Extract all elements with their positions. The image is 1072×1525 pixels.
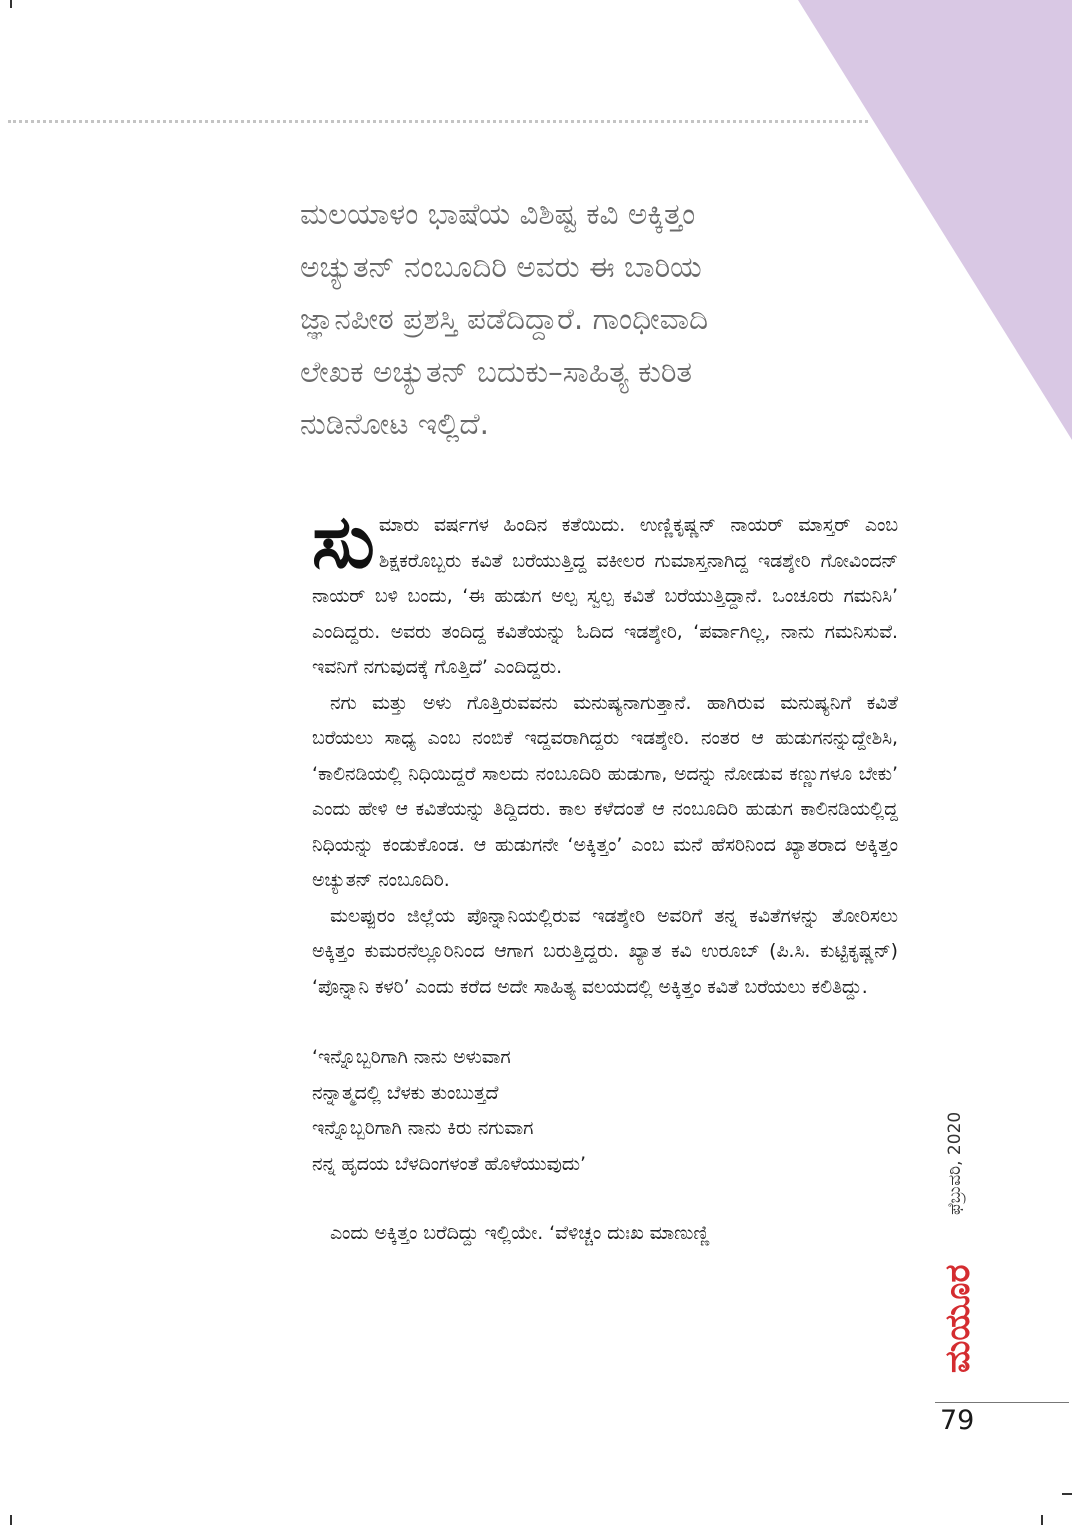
intro-line: ನುಡಿನೋಟ ಇಲ್ಲಿದೆ. (300, 407, 489, 441)
page-number: 79 (940, 1405, 975, 1436)
crop-mark-bottom-left (10, 1515, 12, 1525)
magazine-logo: ಮಯೂರ (938, 1264, 978, 1373)
intro-blurb (300, 188, 860, 451)
dotted-divider (8, 120, 868, 123)
paragraph-1-text: ಮಾರು ವರ್ಷಗಳ ಹಿಂದಿನ ಕತೆಯಿದು. ಉಣ್ಣಿಕೃಷ್ಣನ್ ನಾಯರ್ ಮಾಸ್ತರ್ ಎಂಬ ಶಿಕ್ಷಕರೊಬ್ಬರು ಕವಿತೆ ಬರೆಯುತ್ತಿದ್ದ ವಕೀಲರ ಗುಮಾಸ್ತನಾಗಿದ್ದ ಇಡಶ್ಶೇರಿ ಗೋವಿಂದನ್ ನಾಯರ್ ಬಳಿ ಬಂದು, ‘ಈ ಹುಡುಗ ಅಲ್ಪ ಸ್ವಲ್ಪ ಕವಿತೆ ಬರೆಯುತ್ತಿದ್ದಾನೆ. ಒಂಚೂರು ಗಮನಿಸಿ’ ಎಂದಿದ್ದರು. ಅವರು ತಂದಿದ್ದ ಕವಿತೆಯನ್ನು ಓದಿದ ಇಡಶ್ಶೇರಿ, ‘ಪರ್ವಾಗಿಲ್ಲ, ನಾನು ಗಮನಿಸುವೆ. ಇವನಿಗೆ ನಗುವುದಕ್ಕೆ ಗೊತ್ತಿದೆ’ ಎಂದಿದ್ದರು. (312, 515, 898, 678)
poem-quote (312, 1040, 898, 1182)
intro-line: ಜ್ಞಾನಪೀಠ ಪ್ರಶಸ್ತಿ ಪಡೆದಿದ್ದಾರೆ. ಗಾಂಧೀವಾದಿ (300, 302, 709, 336)
page-number-rule (935, 1402, 1069, 1403)
crop-mark-top-left (10, 0, 12, 8)
crop-mark-right-bottom (1062, 1493, 1072, 1495)
poem-line: ‘ಇನ್ನೊಬ್ಬರಿಗಾಗಿ ನಾನು ಅಳುವಾಗ (312, 1047, 511, 1068)
crop-mark-bottom-right (1041, 1515, 1043, 1525)
poem-line: ನನ್ನ ಹೃದಯ ಬೆಳದಿಂಗಳಂತೆ ಹೊಳೆಯುವುದು’ (312, 1153, 586, 1175)
intro-line: ಅಚ್ಯುತನ್ ನಂಬೂದಿರಿ ಅವರು ಈ ಬಾರಿಯ (300, 249, 702, 284)
closing-line: ಎಂದು ಅಕ್ಕಿತ್ತಂ ಬರೆದಿದ್ದು ಇಲ್ಲಿಯೇ. ‘ವೆಳಿಚ್ಚಂ ದುಃಖ ಮಾಣುಣ್ಣಿ (330, 1223, 710, 1244)
poem-line: ಇನ್ನೊಬ್ಬರಿಗಾಗಿ ನಾನು ಕಿರು ನಗುವಾಗ (312, 1118, 534, 1139)
crop-mark-top-right (1041, 0, 1043, 8)
paragraph-3: ಮಲಪ್ಪುರಂ ಜಿಲ್ಲೆಯ ಪೊನ್ನಾನಿಯಲ್ಲಿರುವ ಇಡಶ್ಶೇರಿ ಅವರಿಗೆ ತನ್ನ ಕವಿತೆಗಳನ್ನು ತೋರಿಸಲು ಅಕ್ಕಿತ್ತಂ ಕುಮರನೆಲ್ಲೂರಿನಿಂದ ಆಗಾಗ ಬರುತ್ತಿದ್ದರು. ಖ್ಯಾತ ಕವಿ ಉರೂಬ್ (ಪಿ.ಸಿ. ಕುಟ್ಟಿಕೃಷ್ಣನ್) ‘ಪೊನ್ನಾನಿ ಕಳರಿ’ ಎಂದು ಕರೆದ ಅದೇ ಸಾಹಿತ್ಯ ವಲಯದಲ್ಲಿ ಅಕ್ಕಿತ್ತಂ ಕವಿತೆ ಬರೆಯಲು ಕಲಿತಿದ್ದು. (312, 905, 898, 998)
paragraph-2: ನಗು ಮತ್ತು ಅಳು ಗೊತ್ತಿರುವವನು ಮನುಷ್ಯನಾಗುತ್ತಾನೆ. ಹಾಗಿರುವ ಮನುಷ್ಯನಿಗೆ ಕವಿತೆ ಬರೆಯಲು ಸಾಧ್ಯ ಎಂಬ ನಂಬಿಕೆ ಇದ್ದವರಾಗಿದ್ದರು ಇಡಶ್ಶೇರಿ. ನಂತರ ಆ ಹುಡುಗನನ್ನುದ್ದೇಶಿಸಿ, ‘ಕಾಲಿನಡಿಯಲ್ಲಿ ನಿಧಿಯಿದ್ದರೆ ಸಾಲದು ನಂಬೂದಿರಿ ಹುಡುಗಾ, ಅದನ್ನು ನೋಡುವ ಕಣ್ಣುಗಳೂ ಬೇಕು’ ಎಂದು ಹೇಳಿ ಆ ಕವಿತೆಯನ್ನು ತಿದ್ದಿದರು. ಕಾಲ ಕಳೆದಂತೆ ಆ ನಂಬೂದಿರಿ ಹುಡುಗ ಕಾಲಿನಡಿಯಲ್ಲಿದ್ದ ನಿಧಿಯನ್ನು ಕಂಡುಕೊಂಡ. ಆ ಹುಡುಗನೇ ‘ಅಕ್ಕಿತ್ತಂ’ ಎಂಬ ಮನೆ ಹೆಸರಿನಿಂದ ಖ್ಯಾತರಾದ ಅಕ್ಕಿತ್ತಂ ಅಚ್ಯುತನ್ ನಂಬೂದಿರಿ. (312, 692, 898, 891)
article-body (312, 499, 898, 1252)
issue-date: ಫೆಬ್ರುವರಿ, 2020 (945, 1111, 965, 1215)
intro-line: ಮಲಯಾಳಂ ಭಾಷೆಯ ವಿಶಿಷ್ಟ ಕವಿ ಅಕ್ಕಿತ್ತಂ (300, 197, 696, 231)
crop-mark-right-top (1062, 30, 1072, 32)
intro-line: ಲೇಖಕ ಅಚ್ಯುತನ್ ಬದುಕು–ಸಾಹಿತ್ಯ ಕುರಿತ (300, 354, 693, 389)
drop-cap: ಸು (312, 499, 375, 585)
poem-line: ನನ್ನಾತ್ಮದಲ್ಲಿ ಬೆಳಕು ತುಂಬುತ್ತದೆ (312, 1082, 499, 1104)
paragraph-1 (312, 499, 898, 686)
